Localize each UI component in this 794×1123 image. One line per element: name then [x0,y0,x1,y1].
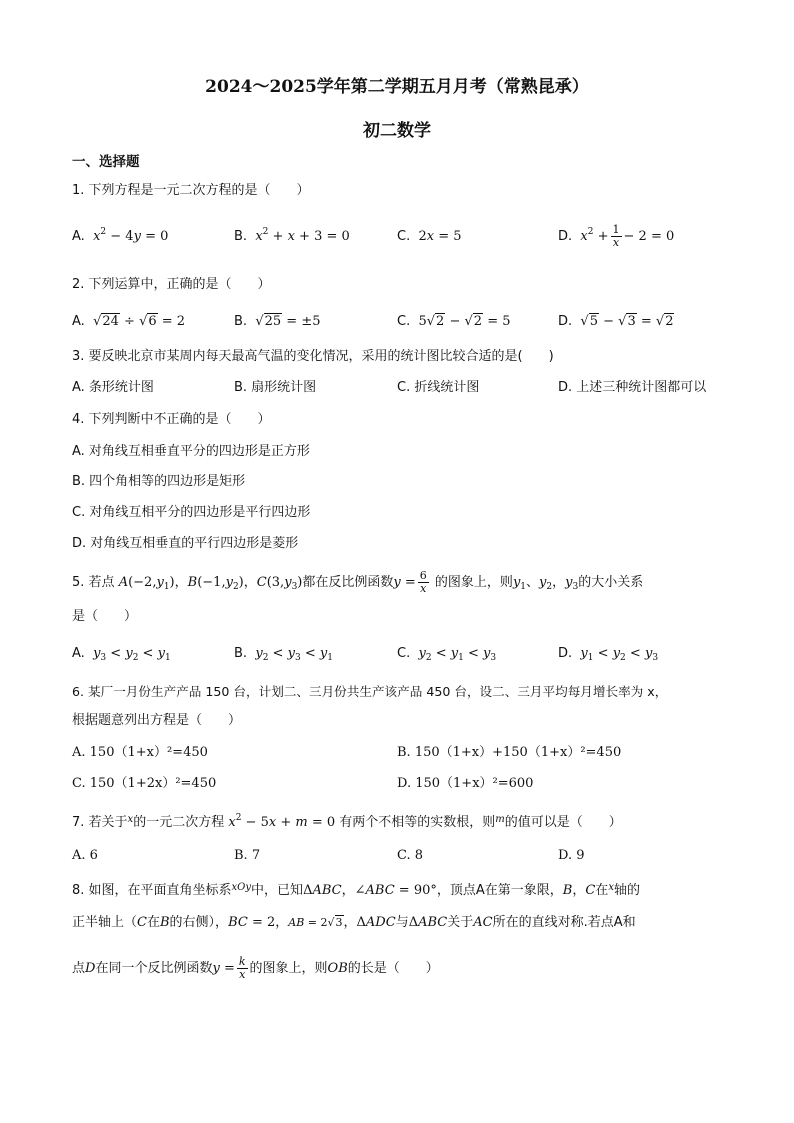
question-4-stem: 4. 下列判断中不正确的是（ ） [72,412,271,427]
q4-option-a: A. 对角线互相垂直平分的四边形是正方形 [72,444,310,459]
q7-option-c: C. 8 [397,848,424,863]
q4-option-d: D. 对角线互相垂直的平行四边形是菱形 [72,536,299,551]
exam-subject: 初二数学 [363,121,431,141]
question-8-stem: 8. 如图，在平面直角坐标系$^{xOy}$中，已知ΔABC，∠ABC = 90°，顶点A在第一象限，B，C在$^x$轴的 [72,882,640,898]
q4-option-c: C. 对角线互相平分的四边形是平行四边形 [72,505,311,520]
q7-option-a: A. 6 [72,848,98,863]
exam-title: 2024～2025学年第二学期五月月考（常熟昆承） [205,77,589,97]
q7-option-d: D. 9 [558,848,585,863]
question-8-stem-line3: 点D在同一个反比例函数y = $\frac{k}{x}$ 的图象上，则OB的长是（ ） [72,955,439,981]
q4-option-b: B. 四个角相等的四边形是矩形 [72,474,246,489]
question-6-stem-line2: 根据题意列出方程是（ ） [72,713,242,728]
q3-option-c: C. 折线统计图 [397,380,480,395]
question-7-stem: 7. 若关于$^x$的一元二次方程 $x^2 - 5x + m = 0$ 有两个不相等的实数根，则$^m$的值可以是（ ） [72,813,622,830]
q2-option-b: B. √25 = ±5 [234,314,321,329]
question-3-stem: 3. 要反映北京市某周内每天最高气温的变化情况，采用的统计图比较合适的是( ) [72,349,554,364]
q3-option-a: A. 条形统计图 [72,380,154,395]
question-8-stem-line2: 正半轴上（C在B的右侧），BC = 2，AB = 2√3，ΔADC与ΔABC关于AC所在的直线对称.若点A和 [72,915,636,930]
q1-option-b: B. $x^2 + x + 3 = 0$ [234,227,350,244]
question-1-stem: 1. 下列方程是一元二次方程的是（ ） [72,183,310,198]
question-2-stem: 2. 下列运算中，正确的是（ ） [72,277,271,292]
question-5-stem: 5. 若点 $A(-2,y_1)$，$B(-1,y_2)$，$C(3,y_3)$都在反比例函数y = $\frac{6}{x}$ 的图象上，则$y_1$、$y_2$，$y_3$的大小关系 [72,569,644,595]
q3-option-d: D. 上述三种统计图都可以 [558,380,707,395]
q6-option-a: A. 150（1+x）²=450 [72,745,208,760]
q6-option-c: C. 150（1+2x）²=450 [72,776,217,791]
q2-option-c: C. 5√2 − √2 = 5 [397,314,511,329]
q6-option-b: B. 150（1+x）+150（1+x）²=450 [397,745,622,760]
q1-option-a: A. $x^2 - 4y = 0$ [72,227,169,244]
q6-option-d: D. 150（1+x）²=600 [397,776,534,791]
q2-option-d: D. √5 − √3 = √2 [558,314,674,329]
q3-option-b: B. 扇形统计图 [234,380,317,395]
q7-option-b: B. 7 [234,848,261,863]
question-5-stem-line2: 是（ ） [72,609,138,624]
q5-option-d: D. $y_1 < y_2 < y_3$ [558,646,659,663]
q5-option-c: C. $y_2 < y_1 < y_3$ [397,646,497,663]
q5-option-b: B. $y_2 < y_3 < y_1$ [234,646,333,663]
q2-option-a: A. √24 ÷ √6 = 2 [72,314,186,329]
q1-option-c: C. 2x = 5 [397,229,462,244]
q5-option-a: A. $y_3 < y_2 < y_1$ [72,646,171,663]
question-6-stem: 6. 某厂一月份生产产品 150 台，计划二、三月份共生产该产品 450 台，设二、三月平均每月增长率为 x， [72,684,668,699]
section-heading: 一、选择题 [72,154,140,170]
q1-option-d: D. $x^2$ + $\frac{1}{x}$ − 2 = 0 [558,223,675,249]
